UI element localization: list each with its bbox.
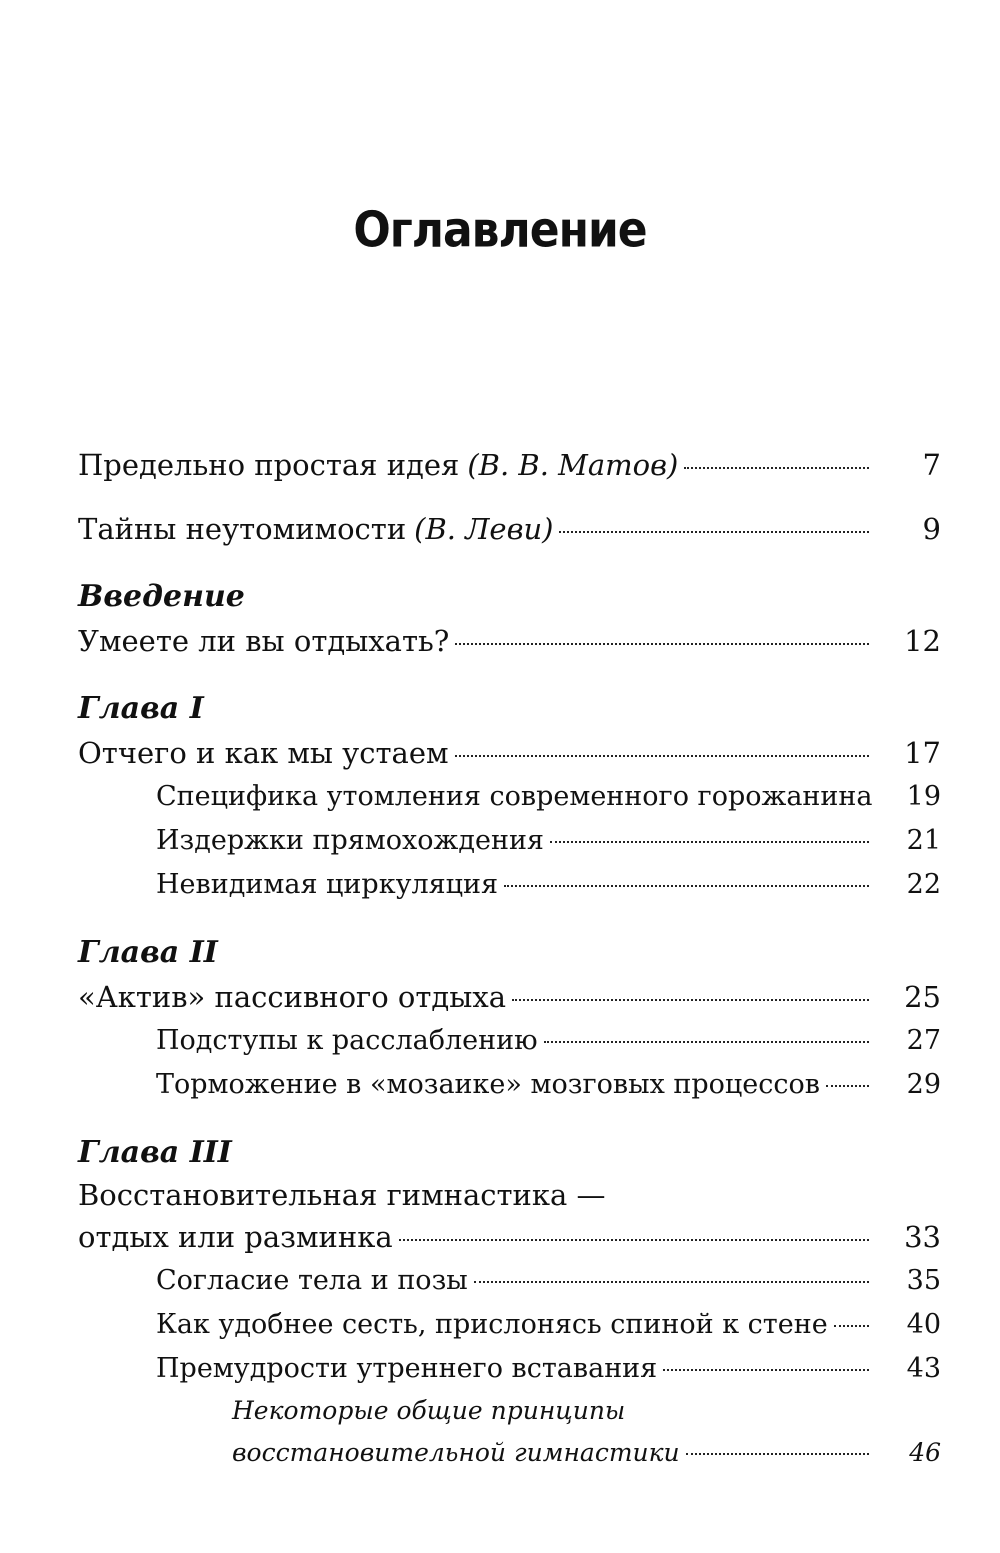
dot-leader (504, 885, 869, 887)
toc-page-number: 46 (909, 1438, 941, 1467)
toc-page-number: 40 (906, 1309, 941, 1340)
toc-entry-title: Торможение в «мозаике» мозговых процессов (156, 1069, 820, 1100)
toc-page-number: 9 (922, 512, 941, 546)
toc-page-number: 35 (906, 1265, 941, 1296)
toc-entry-title: Подступы к расслаблению (156, 1025, 538, 1056)
chapter-heading-1: Глава I (78, 691, 204, 726)
toc-entry-author: (В. Леви) (414, 512, 554, 546)
dot-leader (474, 1281, 869, 1283)
toc-entry-title: Предельно простая идея (78, 448, 460, 482)
toc-entry-title: Отчего и как мы устаем (78, 736, 449, 770)
chapter-heading-3: Глава III (78, 1135, 232, 1170)
toc-entry-title: Премудрости утреннего вставания (156, 1353, 658, 1384)
toc-entry[interactable] (78, 1215, 941, 1259)
toc-entry-author: (В. В. Матов) (467, 448, 679, 482)
toc-subentry[interactable] (78, 1303, 941, 1347)
dot-leader (686, 1453, 869, 1455)
toc-entry[interactable] (78, 619, 941, 663)
dot-leader (455, 755, 869, 757)
toc-entry-title: Издержки прямохождения (156, 825, 544, 856)
dot-leader (826, 1085, 869, 1087)
toc-subentry[interactable] (78, 1347, 941, 1391)
toc-page-number: 43 (906, 1353, 941, 1384)
toc-entry-title: Специфика утомления современного горожанина (156, 781, 873, 812)
toc-subsubentry[interactable] (78, 1431, 941, 1475)
toc-entry-title: Умеете ли вы отдыхать? (78, 624, 450, 658)
dot-leader (455, 643, 869, 645)
toc-subentry[interactable] (78, 1259, 941, 1303)
toc-subentry[interactable] (78, 863, 941, 907)
toc-entry[interactable] (78, 507, 941, 551)
toc-entry[interactable] (78, 975, 941, 1019)
chapter-heading-2: Глава II (78, 935, 218, 970)
toc-entry-title: Невидимая циркуляция (156, 869, 499, 900)
toc-page-number: 22 (906, 869, 941, 900)
toc-page-number: 21 (906, 825, 941, 856)
dot-leader (550, 841, 869, 843)
toc-entry[interactable] (78, 443, 941, 487)
toc-page-number: 12 (904, 624, 941, 658)
toc-entry-title: Согласие тела и позы (156, 1265, 468, 1296)
table-of-contents (78, 443, 941, 1475)
toc-page-number: 33 (904, 1220, 941, 1254)
page-title: Оглавление (353, 201, 647, 260)
toc-entry-first-line: Восстановительная гимнастика — (78, 1178, 606, 1212)
toc-page-number: 27 (906, 1025, 941, 1056)
dot-leader (544, 1041, 869, 1043)
toc-page-number: 7 (922, 448, 941, 482)
toc-subsubentry-first-line: Некоторые общие принципы (232, 1396, 626, 1425)
dot-leader (684, 467, 869, 469)
toc-subentry[interactable] (78, 819, 941, 863)
toc-entry-title: Тайны неутомимости (78, 512, 407, 546)
dot-leader (834, 1325, 869, 1327)
toc-entry-title: восстановительной гимнастики (232, 1438, 680, 1467)
toc-subentry[interactable] (78, 1063, 941, 1107)
toc-entry-title: отдых или разминка (78, 1220, 393, 1254)
toc-page-number: 29 (906, 1069, 941, 1100)
dot-leader (559, 531, 869, 533)
dot-leader (663, 1369, 869, 1371)
toc-entry[interactable] (78, 731, 941, 775)
dot-leader (399, 1239, 869, 1241)
toc-page-number: 19 (906, 781, 941, 812)
section-heading-intro: Введение (78, 579, 245, 614)
toc-subentry[interactable] (78, 775, 941, 819)
dot-leader (512, 999, 869, 1001)
toc-entry-title: «Актив» пассивного отдыха (78, 980, 506, 1014)
toc-page-number: 17 (904, 736, 941, 770)
toc-entry-title: Как удобнее сесть, прислонясь спиной к стене (156, 1309, 828, 1340)
toc-page-number: 25 (904, 980, 941, 1014)
toc-subentry[interactable] (78, 1019, 941, 1063)
